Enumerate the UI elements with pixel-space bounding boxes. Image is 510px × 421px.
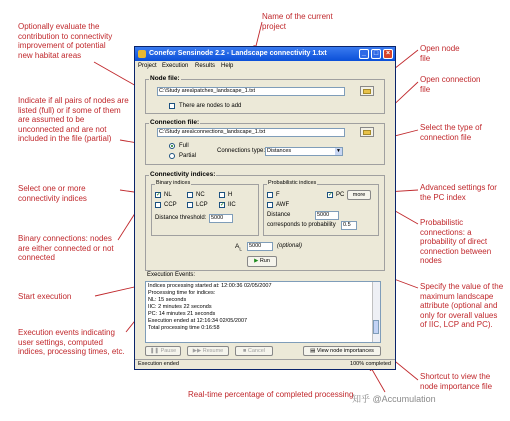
ccp-label: CCP bbox=[164, 202, 177, 208]
annotation-optional-eval: Optionally evaluate the contribution to connectivity improvement of potential new habitat areas bbox=[18, 22, 113, 60]
iic-checkbox[interactable]: ✓ bbox=[220, 202, 226, 208]
pc-label: PC bbox=[336, 192, 345, 198]
new-nodes-checkbox[interactable] bbox=[169, 103, 175, 109]
annotation-realtime: Real-time percentage of completed processing bbox=[188, 390, 354, 399]
annotation-probabilistic: Probabilistic connections: a probability of direct connection between nodes bbox=[420, 218, 492, 265]
event-line: Total processing time 0:16:58 bbox=[148, 325, 220, 331]
annotation-start-exec: Start execution bbox=[18, 292, 72, 301]
resume-icon: ▶▶ bbox=[192, 348, 202, 354]
ccp-checkbox[interactable] bbox=[155, 202, 161, 208]
h-checkbox[interactable] bbox=[219, 192, 225, 198]
run-button[interactable] bbox=[247, 256, 277, 267]
annotation-select-type: Select the type of connection file bbox=[420, 123, 482, 142]
more-button[interactable]: more bbox=[347, 190, 371, 200]
node-file-path[interactable]: C:\Study area\patches_landscape_1.txt bbox=[157, 87, 345, 96]
distance-threshold-label: Distance threshold: bbox=[155, 215, 207, 221]
annotation-open-node: Open node file bbox=[420, 44, 460, 63]
annotation-select-indices: Select one or more connectivity indices bbox=[18, 184, 87, 203]
nc-label: NC bbox=[196, 192, 205, 198]
maximize-button[interactable]: □ bbox=[371, 49, 381, 59]
probability-field[interactable]: 0.5 bbox=[341, 221, 357, 230]
nc-checkbox[interactable] bbox=[187, 192, 193, 198]
view-node-importances-label: View node importances bbox=[316, 348, 374, 354]
al-optional-label: (optional) bbox=[277, 243, 303, 249]
full-label: Full bbox=[179, 143, 189, 149]
open-node-file-button[interactable] bbox=[360, 86, 374, 96]
pause-button[interactable] bbox=[145, 346, 181, 356]
partial-label: Partial bbox=[179, 153, 197, 159]
connections-type-value: Distances bbox=[267, 148, 292, 154]
al-letter: A bbox=[235, 243, 240, 250]
watermark: 知乎 @Accumulation bbox=[352, 394, 436, 404]
menu-results[interactable]: Results bbox=[195, 63, 216, 69]
lcp-label: LCP bbox=[196, 202, 208, 208]
status-bar bbox=[135, 359, 395, 370]
event-line: PC: 14 minutes 21 seconds bbox=[148, 311, 216, 317]
title-bar bbox=[135, 47, 395, 61]
status-right: 100% completed bbox=[350, 361, 391, 367]
pause-icon: ❚❚ bbox=[149, 348, 160, 354]
event-line: IIC: 2 minutes 22 seconds bbox=[148, 304, 212, 310]
menu-bar bbox=[135, 62, 395, 72]
annotation-pairs-listed: Indicate if all pairs of nodes are listed (full) or if some of them are assumed to be unconnected and are not included in the file (partial) bbox=[18, 96, 129, 143]
view-node-importances-button[interactable] bbox=[303, 346, 381, 356]
play-icon: ▶ bbox=[254, 258, 259, 264]
window-title: Conefor Sensinode 2.2 - Landscape connectivity 1.txt bbox=[149, 50, 327, 57]
event-line: Processing time for indices: bbox=[148, 290, 216, 296]
distance-field[interactable]: 5000 bbox=[315, 211, 339, 220]
iic-label: IIC bbox=[228, 202, 236, 208]
minimize-button[interactable]: _ bbox=[359, 49, 369, 59]
connections-type-dropdown[interactable] bbox=[265, 147, 343, 156]
connection-file-label: Connection file: bbox=[150, 119, 200, 126]
cancel-button[interactable] bbox=[235, 346, 273, 356]
cancel-label: Cancel bbox=[247, 348, 265, 354]
annotation-project-name: Name of the current project bbox=[262, 12, 333, 31]
lcp-checkbox[interactable] bbox=[187, 202, 193, 208]
events-scrollbar[interactable] bbox=[372, 282, 380, 342]
annotation-shortcut: Shortcut to view the node importance file bbox=[420, 372, 493, 391]
stop-icon: ■ bbox=[243, 348, 247, 354]
event-line: Execution ended at 12:16:34 02/05/2007 bbox=[148, 318, 248, 324]
event-line: Indices processing started at: 12:00:36 02/05/2007 bbox=[148, 283, 272, 289]
annotation-binary: Binary connections: nodes are either connected or not connected bbox=[18, 234, 114, 262]
annotation-advanced-pc: Advanced settings for the PC index bbox=[420, 183, 497, 202]
annotation-open-connection: Open connection file bbox=[420, 75, 481, 94]
awf-checkbox[interactable] bbox=[267, 202, 273, 208]
annotation-exec-events: Execution events indicating user settings, computed indices, processing times, etc. bbox=[18, 328, 125, 356]
connection-file-path[interactable]: C:\Study area\connections_landscape_1.txt bbox=[157, 128, 345, 137]
folder-icon bbox=[363, 130, 371, 135]
execution-events-label: Execution Events: bbox=[147, 272, 196, 278]
resume-label: Resume bbox=[202, 348, 224, 354]
open-connection-file-button[interactable] bbox=[360, 127, 374, 137]
pause-label: Pause bbox=[160, 348, 177, 354]
al-label bbox=[235, 243, 242, 251]
app-window bbox=[134, 46, 396, 370]
probabilistic-indices-label: Probabilistic indices bbox=[268, 180, 317, 186]
folder-icon bbox=[363, 89, 371, 94]
binary-indices-label: Binary indices bbox=[156, 180, 191, 186]
full-radio[interactable] bbox=[169, 143, 175, 149]
node-file-label: Node file: bbox=[150, 75, 180, 82]
status-left: Execution ended bbox=[138, 361, 179, 367]
connectivity-indices-label: Connectivity indices: bbox=[150, 171, 216, 178]
document-icon: ▤ bbox=[310, 348, 316, 354]
event-line: NL: 15 seconds bbox=[148, 297, 187, 303]
menu-help[interactable]: Help bbox=[221, 63, 234, 69]
distance-threshold-field[interactable]: 5000 bbox=[209, 214, 233, 223]
awf-label: AWF bbox=[276, 202, 290, 208]
partial-radio[interactable] bbox=[169, 153, 175, 159]
resume-button[interactable] bbox=[187, 346, 229, 356]
scrollbar-thumb[interactable] bbox=[373, 320, 379, 334]
chevron-down-icon: ▼ bbox=[336, 148, 341, 154]
nl-label: NL bbox=[164, 192, 172, 198]
connections-type-label: Connections type: bbox=[217, 148, 266, 154]
pc-checkbox[interactable]: ✓ bbox=[328, 192, 334, 198]
probability-label: corresponds to probability bbox=[267, 222, 336, 228]
al-subscript: L bbox=[239, 246, 242, 252]
menu-execution[interactable]: Execution bbox=[162, 63, 189, 69]
annotation-max-attr: Specify the value of the maximum landscape attribute (optional and only for overall values of IIC, LCP and PC). bbox=[420, 282, 504, 329]
app-icon bbox=[138, 50, 146, 58]
close-button[interactable]: × bbox=[383, 49, 393, 59]
menu-project[interactable]: Project bbox=[138, 63, 157, 69]
h-label: H bbox=[228, 192, 233, 198]
distance-label: Distance bbox=[267, 212, 291, 218]
execution-events-log[interactable] bbox=[145, 281, 381, 343]
f-checkbox[interactable] bbox=[267, 192, 273, 198]
f-label: F bbox=[276, 192, 280, 198]
new-nodes-label: There are nodes to add bbox=[179, 103, 242, 109]
al-field[interactable]: 5000 bbox=[247, 242, 273, 251]
run-label: Run bbox=[259, 258, 270, 264]
nl-checkbox[interactable]: ✓ bbox=[156, 192, 162, 198]
